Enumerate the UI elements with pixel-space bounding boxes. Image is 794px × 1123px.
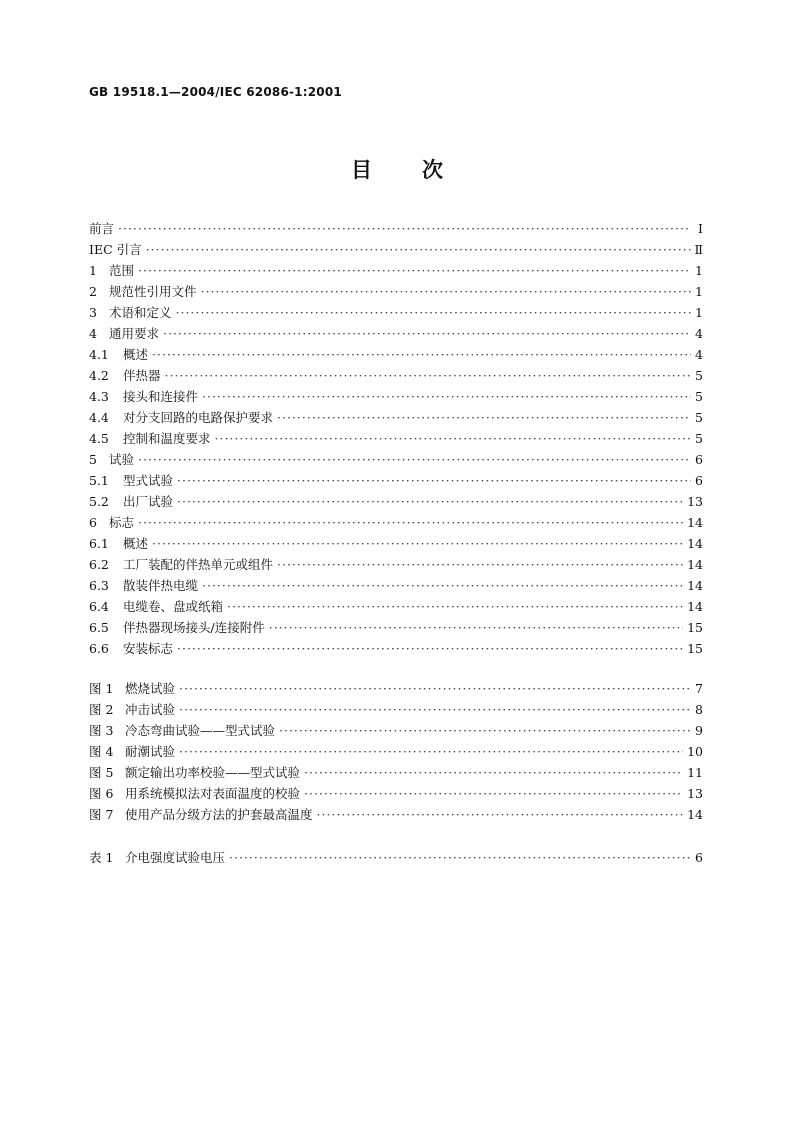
entry-page-number: 11 xyxy=(687,765,703,780)
entry-page-number: 14 xyxy=(687,807,703,822)
figure-entry[interactable] xyxy=(89,785,703,803)
entry-label: IEC 引言 xyxy=(89,242,142,257)
toc-entry[interactable] xyxy=(89,493,703,511)
entry-page-number: 14 xyxy=(687,536,703,551)
entry-page-number: 5 xyxy=(695,389,703,404)
toc-entry[interactable] xyxy=(89,241,703,259)
entry-page-number: 14 xyxy=(687,578,703,593)
dot-leader xyxy=(179,680,691,698)
entry-page-number: 6 xyxy=(695,850,703,865)
entry-label: 接头和连接件 xyxy=(123,389,199,404)
entry-number: 3 xyxy=(89,305,97,320)
entry-label: 规范性引用文件 xyxy=(109,284,197,299)
entry-label: 试验 xyxy=(109,452,135,467)
figure-entry[interactable] xyxy=(89,701,703,719)
entry-page-number: 6 xyxy=(695,452,703,467)
entry-page-number: Ⅱ xyxy=(694,242,703,257)
entry-number: 图 2 xyxy=(89,702,114,717)
dot-leader xyxy=(201,283,691,301)
dot-leader xyxy=(146,241,691,259)
toc-entry[interactable] xyxy=(89,346,703,364)
toc-entry[interactable] xyxy=(89,388,703,406)
toc-entry[interactable] xyxy=(89,220,703,238)
dot-leader xyxy=(177,472,691,490)
entry-page-number: 7 xyxy=(695,681,703,696)
entry-label: 概述 xyxy=(123,536,149,551)
entry-number: 5 xyxy=(89,452,97,467)
entry-page-number: 15 xyxy=(687,620,703,635)
entry-page-number: 8 xyxy=(695,702,703,717)
entry-page-number: 4 xyxy=(695,347,703,362)
title-part-1: 目 xyxy=(351,157,372,182)
entry-page-number: Ⅰ xyxy=(698,221,703,236)
entry-label: 冲击试验 xyxy=(125,702,176,717)
dot-leader xyxy=(304,764,683,782)
entry-page-number: 5 xyxy=(695,410,703,425)
entry-label: 范围 xyxy=(109,263,135,278)
dot-leader xyxy=(229,849,691,867)
entry-label: 标志 xyxy=(109,515,135,530)
entry-number: 表 1 xyxy=(89,850,114,865)
figure-entry[interactable] xyxy=(89,722,703,740)
entry-number: 2 xyxy=(89,284,97,299)
entry-label: 耐潮试验 xyxy=(125,744,176,759)
dot-leader xyxy=(215,430,691,448)
entry-number: 4.1 xyxy=(89,347,109,362)
entry-page-number: 4 xyxy=(695,326,703,341)
page-title xyxy=(0,154,794,184)
toc-entry[interactable] xyxy=(89,367,703,385)
toc-entry[interactable] xyxy=(89,619,703,637)
entry-label: 工厂装配的伴热单元或组件 xyxy=(123,557,274,572)
entry-number: 4 xyxy=(89,326,97,341)
toc-entry[interactable] xyxy=(89,262,703,280)
toc-entry[interactable] xyxy=(89,535,703,553)
dot-leader xyxy=(177,640,683,658)
document-code: GB 19518.1—2004/IEC 62086-1:2001 xyxy=(89,85,342,99)
entry-number: 5.2 xyxy=(89,494,109,509)
entry-page-number: 14 xyxy=(687,515,703,530)
entry-label: 控制和温度要求 xyxy=(123,431,211,446)
entry-page-number: 5 xyxy=(695,368,703,383)
entry-page-number: 1 xyxy=(695,305,703,320)
dot-leader xyxy=(152,535,683,553)
entry-label: 概述 xyxy=(123,347,149,362)
toc-entry[interactable] xyxy=(89,577,703,595)
entry-number: 6.4 xyxy=(89,599,109,614)
figure-entry[interactable] xyxy=(89,806,703,824)
entry-page-number: 14 xyxy=(687,599,703,614)
dot-leader xyxy=(202,577,683,595)
entry-number: 图 1 xyxy=(89,681,114,696)
toc-entry[interactable] xyxy=(89,451,703,469)
entry-label: 伴热器 xyxy=(123,368,161,383)
dot-leader xyxy=(165,367,691,385)
entry-number: 6.5 xyxy=(89,620,109,635)
entry-label: 通用要求 xyxy=(109,326,160,341)
title-part-2: 次 xyxy=(422,157,443,182)
entry-label: 额定输出功率校验——型式试验 xyxy=(125,765,301,780)
dot-leader xyxy=(138,451,691,469)
figure-entry[interactable] xyxy=(89,680,703,698)
entry-page-number: 6 xyxy=(695,473,703,488)
dot-leader xyxy=(177,493,683,511)
entry-page-number: 14 xyxy=(687,557,703,572)
entry-label: 安装标志 xyxy=(123,641,174,656)
entry-label: 介电强度试验电压 xyxy=(125,850,226,865)
entry-page-number: 1 xyxy=(695,284,703,299)
entry-number: 4.2 xyxy=(89,368,109,383)
entry-label: 电缆卷、盘或纸箱 xyxy=(123,599,224,614)
toc-entry[interactable] xyxy=(89,640,703,658)
entry-label: 型式试验 xyxy=(123,473,174,488)
entry-label: 用系统模拟法对表面温度的校验 xyxy=(125,786,301,801)
dot-leader xyxy=(269,619,683,637)
entry-label: 出厂试验 xyxy=(123,494,174,509)
toc-entry[interactable] xyxy=(89,556,703,574)
entry-page-number: 13 xyxy=(687,494,703,509)
toc-entry[interactable] xyxy=(89,409,703,427)
toc-entry[interactable] xyxy=(89,598,703,616)
entry-number: 4.5 xyxy=(89,431,109,446)
dot-leader xyxy=(163,325,691,343)
entry-label: 术语和定义 xyxy=(109,305,172,320)
entry-number: 6.6 xyxy=(89,641,109,656)
dot-leader xyxy=(277,556,683,574)
entry-label: 伴热器现场接头/连接附件 xyxy=(123,620,265,635)
toc-entry[interactable] xyxy=(89,325,703,343)
entry-number: 5.1 xyxy=(89,473,109,488)
entry-page-number: 1 xyxy=(695,263,703,278)
dot-leader xyxy=(317,806,684,824)
entry-label: 燃烧试验 xyxy=(125,681,176,696)
dot-leader xyxy=(118,220,691,238)
entry-page-number: 10 xyxy=(687,744,703,759)
dot-leader xyxy=(227,598,683,616)
table-entry[interactable] xyxy=(89,849,703,867)
entry-number: 4.4 xyxy=(89,410,109,425)
entry-page-number: 13 xyxy=(687,786,703,801)
dot-leader xyxy=(179,701,691,719)
dot-leader xyxy=(202,388,691,406)
toc-entry[interactable] xyxy=(89,283,703,301)
entry-page-number: 5 xyxy=(695,431,703,446)
toc-entry[interactable] xyxy=(89,514,703,532)
entry-number: 6.2 xyxy=(89,557,109,572)
dot-leader xyxy=(176,304,691,322)
entry-number: 6 xyxy=(89,515,97,530)
figure-entry[interactable] xyxy=(89,743,703,761)
figure-entry[interactable] xyxy=(89,764,703,782)
dot-leader xyxy=(138,514,683,532)
entry-label: 散装伴热电缆 xyxy=(123,578,199,593)
dot-leader xyxy=(304,785,683,803)
entry-label: 使用产品分级方法的护套最高温度 xyxy=(125,807,313,822)
dot-leader xyxy=(277,409,691,427)
entry-page-number: 15 xyxy=(687,641,703,656)
entry-number: 图 4 xyxy=(89,744,114,759)
entry-number: 4.3 xyxy=(89,389,109,404)
entry-number: 图 5 xyxy=(89,765,114,780)
entry-number: 图 7 xyxy=(89,807,114,822)
toc-entry[interactable] xyxy=(89,304,703,322)
dot-leader xyxy=(152,346,691,364)
entry-number: 6.1 xyxy=(89,536,109,551)
entry-number: 1 xyxy=(89,263,97,278)
dot-leader xyxy=(279,722,691,740)
dot-leader xyxy=(179,743,683,761)
entry-number: 图 3 xyxy=(89,723,114,738)
entry-number: 6.3 xyxy=(89,578,109,593)
dot-leader xyxy=(138,262,691,280)
entry-page-number: 9 xyxy=(695,723,703,738)
toc-entry[interactable] xyxy=(89,472,703,490)
entry-label: 对分支回路的电路保护要求 xyxy=(123,410,274,425)
entry-label: 前言 xyxy=(89,221,115,236)
entry-label: 冷态弯曲试验——型式试验 xyxy=(125,723,276,738)
entry-number: 图 6 xyxy=(89,786,114,801)
toc-entry[interactable] xyxy=(89,430,703,448)
